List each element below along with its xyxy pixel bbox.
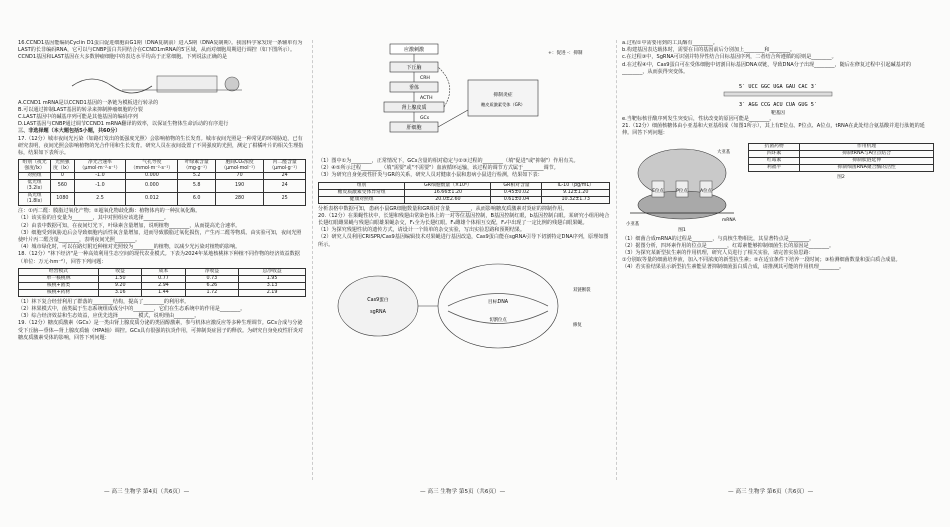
q21-figures	[622, 141, 934, 233]
fig2-label: Cas9蛋白	[367, 297, 389, 303]
fig-label: 抑制炎症	[493, 93, 513, 98]
table-cell: 0.77	[142, 275, 185, 282]
q16-option-a: A.CCND1 mRNA是以CCND1基因的一条链为模板进行转录的	[18, 99, 159, 106]
q19-table-header: 组别	[319, 182, 405, 189]
q17-table-header: 净光合速率（μmol·m⁻²·s⁻¹）	[74, 160, 126, 173]
q19-table-header: GR相对含量	[491, 182, 542, 189]
q17-table-header: 组别（夜光强度/lx）	[19, 160, 51, 173]
q17-table-header: 丙二醛含量（μmol·g⁻¹）	[264, 160, 306, 173]
seq-top: 5′ UCC GGC UGA GAU CAC 3′	[738, 84, 818, 91]
table-cell: 16.66±1.20	[405, 189, 491, 196]
q21-sub5: （4）若实验结果显示新型抗生素能显著抑制细菌蛋白质合成，请推测其可能的作用机理________。	[622, 264, 845, 271]
ribosome-figure	[622, 141, 742, 233]
table-cell: 9.20	[99, 282, 142, 289]
table-row	[19, 275, 306, 282]
fig3-label: 小亚基	[626, 221, 640, 227]
table-row	[19, 173, 306, 180]
fig4-caption: 图2	[837, 174, 845, 180]
table-cell: 280	[215, 193, 264, 206]
q19-sub3: （3）为研究自身免疫性肝炎与GR的关系，研究人员对健康小鼠和患病小鼠进行检测，结果如下表：	[318, 172, 543, 179]
fig-label: 垂体	[408, 85, 420, 91]
fig3-label: A位点	[700, 188, 712, 194]
q18-sub3: （3）综合经济效益和生态效益，应优先选择________模式，说明理由________。	[18, 313, 200, 320]
table-row	[749, 150, 934, 157]
q21-intro: 21.（12分）细菌核糖体由小亚基和大亚基组成（如图1所示），其上有E位点、P位点、A位点，tRNA在此处结合氨基酸并进行肽链的延伸。回答下列问题：	[622, 123, 925, 137]
table-cell: 0.61±0.04	[491, 196, 542, 203]
q16-option-d: D.LAST基因与CNBP通过调节CCND1 mRNA翻译的效率，以保证生物体生命活动的有序进行	[18, 121, 229, 128]
hpa-axis-diagram	[318, 40, 610, 158]
fig-label: 肝细胞	[406, 125, 422, 131]
table-cell: 2.94	[142, 282, 185, 289]
table-cell: -1.0	[74, 180, 126, 193]
fig3-label: 大亚基	[717, 149, 731, 155]
table-cell: 25	[264, 193, 306, 206]
table-row	[319, 189, 610, 196]
table-cell: 24	[264, 180, 306, 193]
q21-sub4: ①分别取等量的细菌培养液，加入不同浓度的新型抗生素；②在适宜条件下培养一段时间；③检测细菌数量和蛋白质合成量。	[622, 257, 901, 264]
fig3-label: P位点	[676, 188, 688, 194]
crispr-diagram	[318, 251, 610, 361]
table-cell: 0	[51, 173, 75, 180]
q19-table	[318, 182, 610, 204]
table-cell: 0.73	[185, 275, 239, 282]
q19-sub2: （2）④⑤所示过程________（填"需要"或"不需要"）血液循环运输，该过程的调节方式属于________调节。	[318, 165, 559, 172]
column-divider	[312, 40, 313, 480]
table-cell: 6.0	[178, 193, 215, 206]
table-cell: 20.0±2.60	[405, 196, 491, 203]
table-cell: 0.012	[126, 193, 178, 206]
table-cell: 5.2	[178, 173, 215, 180]
fig3-label: E位点	[652, 188, 664, 194]
q19-table-header: GR细胞数量（×10⁶）	[405, 182, 491, 189]
q18-sub1: （1）林下复合经营利用了群落的________结构，提高了________的利用率。	[18, 298, 190, 305]
section-heading: 三、非选择题（本大题包括5小题，共60分）	[18, 128, 121, 135]
table-cell: 560	[51, 180, 75, 193]
q17-note: 注：①丙二醛：膜脂过氧化产物；②超氧化物歧化酶：植物体内的一种抗氧化酶。	[18, 208, 201, 215]
q18-table-header: 总净收益	[239, 268, 306, 275]
q18-sub2: （2）林果模式中，菌类属于生态系统组成成分中的________，它们在生态系统中的作用是________。	[18, 306, 246, 313]
q17-sub1: （1）该实验的自变量为________，其中对照组应该选择________。	[18, 215, 169, 222]
fig-label: 应激刺激	[403, 47, 425, 53]
table-cell: 0.000	[126, 180, 178, 193]
q18-table-header: 成本	[142, 268, 185, 275]
table-cell: 1080	[51, 193, 75, 206]
q17-sub4: （4）城市绿化时，可以在路灯附近种植对光照较为________的植物，以减少光污染对植物的影响。	[18, 244, 241, 251]
table-cell: 核桃+菌类	[19, 282, 99, 289]
table-row	[19, 289, 306, 296]
table-cell: 抑制细菌RNA聚合酶的活性	[800, 164, 934, 171]
fig2-label: 双链断裂	[573, 287, 591, 293]
q21-sub1: （1）细菌合成mRNA的过程是________，与真核生物相比，其显著特点是________。	[622, 235, 815, 242]
q16-figure	[62, 64, 262, 98]
seq-label: 靶基因	[771, 111, 785, 117]
q21-sub2: （2）据图分析，四环素作用的位点是________，红霉素能够抑制细菌生长的原因是________。	[622, 242, 835, 249]
q20-b: b.构建基因表达载体时，需要在目的基因前后分别加上________和________。	[622, 47, 795, 54]
table-cell: 高光组（1.8lx）	[19, 193, 51, 206]
q20-sub2: （2）研究人员利用CRISPR/Cas9基因编辑技术对果蝇进行基因改造，Cas9蛋白能在sgRNA引导下切割特定DNA序列，原理如图所示。	[318, 234, 609, 248]
q20-a: a.过程①中需要用到的工具酶有________。	[622, 40, 718, 46]
fig-legend: +：促进 -：抑制	[548, 51, 583, 56]
q17-table	[18, 159, 306, 206]
table-cell: 糖皮质激素受体异常组	[319, 189, 405, 196]
table-cell: 1.95	[239, 275, 306, 282]
fig3-caption: 图1	[678, 227, 686, 233]
table-row	[319, 196, 610, 203]
page-4-column	[18, 40, 306, 510]
table-cell: 低光组（3.2lx）	[19, 180, 51, 193]
q18-table-header: 收益	[99, 268, 142, 275]
table-header: 抗菌药物	[749, 143, 800, 150]
q17-sub3: （3）细胞受到氧胁迫后会导致细胞内活性氧含量增加，进而导致膜脂过氧化损伤，产生丙二醛等物质。由实验可知，夜间光照使叶片丙二醛含量________，表明夜间光照________。	[18, 229, 302, 244]
table-row	[749, 157, 934, 164]
table-cell: 抑制tRNA与A位点结合	[800, 150, 934, 157]
q16-option-b: B.可以通过抑制LAST基因的转录来抑制肿瘤细胞的分裂	[18, 106, 143, 113]
table-cell: 1.72	[185, 289, 239, 296]
table-cell: 红霉素	[749, 157, 800, 164]
table-cell: 3.16	[99, 289, 142, 296]
table-cell: 5.8	[178, 180, 215, 193]
table-cell: 9.12±1.20	[542, 189, 610, 196]
table-cell: 健康对照组	[319, 196, 405, 203]
table-row	[749, 164, 934, 171]
fig-label: GCs	[420, 116, 430, 121]
table-cell: 核桃+药材	[19, 289, 99, 296]
table-cell: 24	[264, 173, 306, 180]
table-cell: 0.45±0.02	[491, 189, 542, 196]
table-cell: 190	[215, 180, 264, 193]
q20-c: c.在过程③中，SgRNA可识别并特异性结合目标基因序列，二者结合所遵循的原则是________。	[622, 54, 837, 61]
q16-option-c: C.LAST基因中的碱基序列可能是其他基因的编码序列	[18, 114, 138, 121]
page-5-column	[318, 40, 610, 510]
table-row	[19, 180, 306, 193]
q17-table-header: 叶绿素含量（mg·g⁻¹）	[178, 160, 215, 173]
q18-table	[18, 268, 306, 297]
fig2-label: 切割位点	[489, 317, 507, 323]
table-row	[749, 143, 934, 150]
q20-intro: 20.（12分）在果蝇性状中，长翅和残翅由常染色体上的一对等位基因控制，B基因控制红眼，b基因控制白眼。某研究小组用纯合长翅红眼雌果蝇与残翅白眼雄果蝇杂交，F₁全为长翅红眼。F₁雌雄个体相互交配，F₂中出现了一定比例的残翅白眼果蝇。	[318, 212, 610, 227]
q19-table-header: IL-10（pg/mL）	[542, 182, 610, 189]
table-cell: 抑制肽链延伸	[800, 157, 934, 164]
table-cell: 0.000	[126, 173, 178, 180]
table-cell: 10.32±1.73	[542, 196, 610, 203]
seq-bottom: 3′ AGG CCG ACU CUA GUG 5′	[738, 102, 818, 109]
table-cell: 2.5	[74, 193, 126, 206]
table-cell: 对照组	[19, 173, 51, 180]
q17-sub2: （2）由表中数据可知，在夜间灯光下，叶绿素含量增加，说明植物________，从而提高光合速率。	[18, 222, 241, 229]
table-cell: 1.50	[99, 275, 142, 282]
table-cell: 70	[215, 173, 264, 180]
q21-sub3: （3）为探究某新型抗生素的作用机理，研究人员进行了相关实验，请完善实验思路：	[622, 250, 814, 257]
table-cell: 3.13	[239, 282, 306, 289]
table-row	[19, 193, 306, 206]
table-cell: 四环素	[749, 150, 800, 157]
q18-intro: 18.（12分）"林下经济"是一种高效利用生态空间的现代农业模式。下表为2024年某地核桃林下种植不同作物的经济效益数据（单位：万元·hm⁻²），回答下列问题：	[18, 251, 300, 265]
table-cell: 1.44	[142, 289, 185, 296]
q19-sub4: 分析表格中数据可知，患病小鼠GR细胞数量和GR相对含量________，从而影响糖皮质激素对炎症的抑制作用。	[318, 205, 568, 212]
q20-sub1: （1）为探究残翅性状的遗传方式，请设计一个简单的杂交实验，写出实验思路和预期结果。	[318, 227, 525, 234]
fig-label: 下丘脑	[406, 65, 422, 71]
q17-table-header: 光照强度（lx）	[51, 160, 75, 173]
fig3-label: mRNA	[722, 217, 736, 223]
q18-table-header: 经营模式	[19, 268, 99, 275]
q17-intro: 17.（12分）城市夜间光污染（如路灯发出的低强度光照）会影响植物的生长发育。城市夜间光照是一种常见的环境胁迫，已有研究表明，夜间光照会影响植物的光合作用和生长发育。研究人员在夜间设置了不同强度的光照，测定了柑橘叶片的相关生理指标，结果如下表所示。	[18, 135, 304, 157]
fig2-label: 修复	[573, 322, 582, 328]
q17-table-header: 气孔导度（mmol·m⁻²·s⁻¹）	[126, 160, 178, 173]
table-cell: -1.0	[74, 173, 126, 180]
q19-intro: 19.（12分）糖皮质激素（GCs）是一类由肾上腺皮质分泌的类固醇激素，参与机体应激反应等多种生理调节。GCs合成与分泌受下丘脑—垂体—肾上腺皮质轴（HPA轴）调控。GCs具有很强的抗炎作用，可抑制炎症因子的释放。为研究自身免疫性肝炎对糖皮质激素受体的影响，回答下列问题：	[18, 320, 304, 341]
fig2-label: sgRNA	[370, 309, 386, 315]
table-cell: 利福平	[749, 164, 800, 171]
table-header: 作用机理	[800, 143, 934, 150]
table-cell: 2.19	[239, 289, 306, 296]
fig-label: ACTH	[420, 96, 433, 101]
q19-sub1: （1）图中①为________，正常情况下，GCs含量的相对稳定与②③过程的________（填"促进"或"抑制"）作用有关。	[318, 158, 579, 164]
fig-label: 糖皮质激素受体（GR）	[481, 102, 525, 107]
q20-e: e.当靶标核苷酸序列发生突变后，性状改变的原因可能是________。	[622, 116, 775, 123]
sequence-figure	[622, 76, 934, 116]
page-5-footer: — 高三 生物学 第5页（共6页）—	[420, 489, 506, 495]
antibiotic-table-wrap	[748, 141, 934, 181]
page-4-footer: — 高三 生物学 第4页（共6页）—	[104, 489, 190, 495]
table-cell: 单一核桃林	[19, 275, 99, 282]
q17-table-header: 胞间CO₂浓度（μmol·mol⁻¹）	[215, 160, 264, 173]
table-row	[19, 282, 306, 289]
q20-d: d.在过程④中，Cas9蛋白可在受体细胞中切割目标基因DNA双链，导致DNA分子出现________，随后在修复过程中引起碱基对的________，从而获得突变体。	[622, 61, 911, 75]
page-6-column	[622, 40, 934, 510]
column-divider	[616, 40, 617, 480]
fig2-label: 目标DNA	[487, 299, 509, 305]
fig-label: 肾上腺皮质	[401, 105, 427, 111]
fig-label: CRH	[420, 76, 430, 81]
q18-table-header: 净收益	[185, 268, 239, 275]
antibiotic-table	[748, 143, 934, 172]
table-cell: 6.26	[185, 282, 239, 289]
page-6-footer: — 高三 生物学 第6页（共6页）—	[728, 489, 814, 495]
q16-intro: 16.CCND1基因能编码Cyclin D1蛋白促进细胞由G1期（DNA复制前）进入S期（DNA复制期）。我国科学家发现一条辅单有为LAST的长非编码RNA，它可以与CNBP蛋白共同结合在CCND1mRNA的5′区域，从而对细胞周期进行调控（如下图所示）。CCND1基因和LAST基因在大多数肿瘤细胞中的表达水平均高于正常细胞。下列说法正确的是	[18, 40, 303, 61]
